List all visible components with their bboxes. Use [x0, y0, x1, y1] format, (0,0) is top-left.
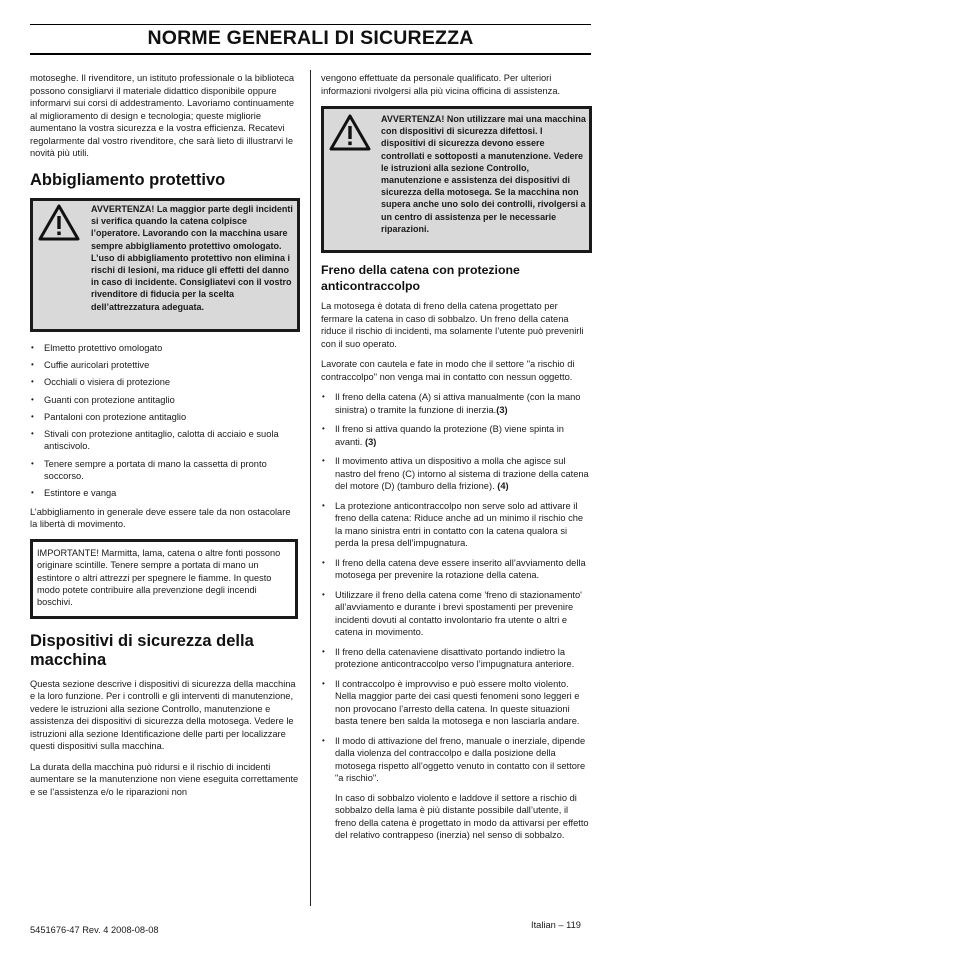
- header-bottom-rule: [30, 53, 591, 55]
- list-item: • La protezione anticontraccolpo non serve solo ad attivare il freno della catena: Riduce anche ad un minimo il rischio che la mano sinistra entri in contatto con la catena qualora si perda la presa dell’impugnatura.: [321, 500, 591, 550]
- list-item: • Pantaloni con protezione antitaglio: [30, 411, 300, 424]
- list-item: • Cuffie auricolari protettive: [30, 359, 300, 372]
- chain-brake-list: [321, 391, 591, 785]
- warning-box-clothing: [30, 198, 300, 332]
- list-item: • Stivali con protezione antitaglio, calotta di acciaio e suola antiscivolo.: [30, 428, 300, 453]
- protective-equipment-list: [30, 342, 300, 500]
- list-item: • Utilizzare il freno della catena come 'freno di stazionamento' all’avviamento e durante i brevi spostamenti per prevenire incidenti dovuti al contatto involontario fra utente o altri e catena in movimento.: [321, 589, 591, 639]
- warning-triangle-icon: [38, 204, 80, 245]
- important-box-fire: [30, 539, 298, 619]
- list-item: • Il movimento attiva un dispositivo a molla che agisce sul nastro del freno (C) intorno al sistema di trazione della catena del motore (D) (tamburo della frizione). (4): [321, 455, 591, 493]
- list-item: • Occhiali o visiera di protezione: [30, 376, 300, 389]
- continued-paragraph: vengono effettuate da personale qualificato. Per ulteriori informazioni rivolgersi alla più vicina officina di assistenza.: [321, 73, 561, 96]
- list-item: • Il freno della catenaviene disattivato portando indietro la protezione anticontraccolpo verso l’impugnatura anteriore.: [321, 646, 591, 671]
- warning-triangle-icon: [329, 114, 371, 155]
- freno-paragraph-1: La motosega è dotata di freno della catena progettato per fermare la catena in caso di sobbalzo. Un freno della catena riduce il rischio di incidenti, ma solamente l’utente può prevenirli con il suo operato.: [321, 301, 584, 349]
- list-item: • Il freno della catena (A) si attiva manualmente (con la mano sinistra) o tramite la funzione di inerzia.(3): [321, 391, 591, 416]
- heading-freno: Freno della catena con protezione anticontraccolpo: [321, 263, 520, 293]
- page-title: NORME GENERALI DI SICUREZZA: [147, 27, 474, 49]
- list-item: • Il freno si attiva quando la protezione (B) viene spinta in avanti. (3): [321, 423, 591, 448]
- list-item: • Il freno della catena deve essere inserito all’avviamento della motosega per prevenire la rotazione della catena.: [321, 557, 591, 582]
- list-item: • Il contraccolpo è improvviso e può essere molto violento. Nella maggior parte dei casi questi fenomeni sono leggeri e non provocano l’arresto della catena. In queste situazioni basta tenere ben salda la motosega e non lasciarla andare.: [321, 678, 591, 728]
- list-item: • Estintore e vanga: [30, 487, 300, 500]
- dispositivi-paragraph-2: La durata della macchina può ridursi e il rischio di incidenti aumentare se la manutenzione non viene eseguita correttamente e se l’assistenza e/o le riparazioni non: [30, 761, 299, 797]
- right-column: [321, 72, 591, 850]
- intro-paragraph: motoseghe. Il rivenditore, un istituto professionale o la biblioteca possono consigliarvi il materiale didattico disponibile oppure informarvi sui corsi di addestramento. Lavoriamo continuamente al miglioramento di design e tecnologia; queste migliorie aumentano la vostra sicurezza e la vostra efficienza. Recatevi regolarmente dal vostro rivenditore, che sarà lieto di illustrarvi le novità più utili.: [30, 73, 295, 158]
- warning-box-safety-devices: [321, 106, 592, 253]
- footer-page-number: Italian – 119: [531, 920, 581, 930]
- left-column: [30, 72, 300, 806]
- important-text: IMPORTANTE! Marmitta, lama, catena o altre fonti possono originare scintille. Tenere sempre a portata di mano un estintore o altri attrezzi per spegnere le fiamme. In questo modo potete contribuire alla prevenzione degli incendi boschivi.: [37, 547, 281, 608]
- list-item: • Guanti con protezione antitaglio: [30, 394, 300, 407]
- dispositivi-paragraph-1: Questa sezione descrive i dispositivi di sicurezza della macchina e la loro funzione. Per i controlli e gli interventi di manutenzione, vedere le istruzioni alla sezione Controllo, manutenzione e assistenza dei dispositivi di sicurezza della motosega. Vedere le istruzioni alla sezione Identificazione delle parti per localizzare questi dispositivi sulla macchina.: [30, 678, 296, 752]
- list-item: • Elmetto protettivo omologato: [30, 342, 300, 355]
- heading-abbigliamento: Abbigliamento protettivo: [30, 170, 226, 189]
- list-item: • Il modo di attivazione del freno, manuale o inerziale, dipende dalla violenza del contraccolpo e dalla posizione della motosega rispetto all’oggetto venuto in contatto con il settore "a rischio".: [321, 735, 591, 785]
- freno-paragraph-3: In caso di sobbalzo violento e laddove il settore a rischio di sobbalzo della lama è più distante possibile dall’utente, il freno della catena è progettato in modo da attivarsi per effetto del relativo contrappeso (inerzia) nel senso di sobbalzo.: [335, 792, 589, 840]
- list-item: • Tenere sempre a portata di mano la cassetta di pronto soccorso.: [30, 458, 300, 483]
- warning-text-clothing: AVVERTENZA! La maggior parte degli incidenti si verifica quando la catena colpisce l’operatore. Lavorando con la macchina usare sempre abbigliamento protettivo omologato. L’uso di abbigliamento protettivo non elimina i rischi di lesioni, ma riduce gli effetti del danno in caso di incidente. Consigliatevi con il vostro rivenditore di fiducia per la scelta dell’attrezzatura adeguata.: [91, 204, 293, 312]
- warning-text-safety-devices: AVVERTENZA! Non utilizzare mai una macchina con dispositivi di sicurezza difettosi. I dispositivi di sicurezza devono essere controllati e sottoposti a manutenzione. Vedere le istruzioni alla sezione Controllo, manutenzione e assistenza dei dispositivi di sicurezza della motosega. Se la macchina non supera anche uno solo dei controlli, rivolgersi a un centro di assistenza per le necessarie riparazioni.: [381, 114, 586, 234]
- footer-document-code: 5451676-47 Rev. 4 2008-08-08: [30, 925, 159, 935]
- column-divider: [310, 70, 311, 906]
- clothing-note: L’abbigliamento in generale deve essere tale da non ostacolare la libertà di movimento.: [30, 506, 291, 530]
- heading-dispositivi: Dispositivi di sicurezza della macchina: [30, 631, 254, 670]
- freno-paragraph-2: Lavorate con cautela e fate in modo che il settore "a rischio di contraccolpo" non venga mai in contatto con nessun oggetto.: [321, 359, 575, 382]
- header-top-rule: [30, 24, 591, 25]
